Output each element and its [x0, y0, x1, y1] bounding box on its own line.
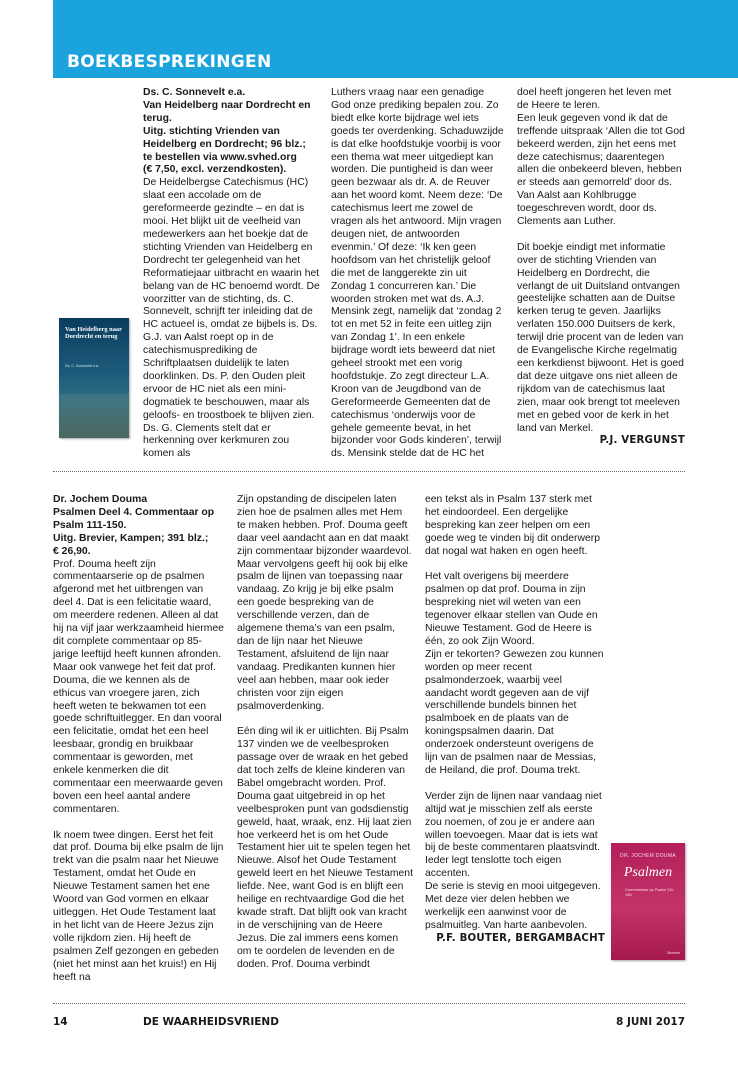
issue-date: 8 JUNI 2017	[616, 1016, 685, 1028]
book-cover-heidelberg	[59, 318, 129, 438]
section-title: BOEKBESPREKINGEN	[67, 52, 272, 72]
review2-column-2	[237, 494, 413, 972]
review2-body-col2-p2: Eén ding wil ik er uitlichten. Bij Psalm 137 vinden we de veelbesproken passage over de wraak en het gebed dat toch zelfs de kleine kinderen van Babel omgebracht worden. Prof. Douma gaat uitgebreid in op het veelbesproken punt van godsdienstig geweld, haat, wraak, enz. Hij laat zien hoe verkeerd het is om het Oude Testament hier uit te spelen tegen het Nieuwe. Alsof het Oude Testament geweld leert en het Nieuwe Testament liefde. Nee, want God is en blijft een heilige en rechtvaardige God die het kwade straft. Dat blijft ook van kracht in de verschijning van de Heere Jezus. Die zal immers eens komen om te oordelen de levenden en de doden. Prof. Douma verbindt	[237, 726, 413, 970]
review2-price: € 26,90.	[53, 545, 91, 557]
review2-body-col1-p1: Prof. Douma heeft zijn commentaarserie op de psalmen afgerond met het uitbrengen van deel 4. Dat is een felicitatie waard, om meerdere redenen. Alleen al dat hij na vijf jaar werkzaamheid hiermee dit complete commentaar op 85-jarige leeftijd heeft kunnen afronden. Maar ook vanwege het feit dat prof. Douma, die we kennen als de ethicus van vroegere jaren, zich heeft weten te bekwamen tot een goede schriftuitlegger. En dan vooral een felicitatie, omdat het een heel leesbaar, grondig en bruikbaar commentaar is geworden, met enkele kenmerken die dit commentaar een meerwaarde geven boven een heel aantal andere commentaren.	[53, 558, 224, 815]
review2-column-1	[53, 494, 225, 984]
cover2-subtitle: Commentaar op Psalm 111-150	[625, 887, 675, 897]
review1-publisher: Uitg. stichting Vrienden van Heidelberg en Dordrecht; 96 blz.;	[143, 125, 306, 150]
review2-body-col3-p2: Het valt overigens bij meerdere psalmen op dat prof. Douma in zijn bespreking niet wil weten van een tegenover elkaar stellen van Oude en Nieuwe Testament. God de Heere is één, zo ook Zijn Woord.	[425, 571, 598, 647]
review2-body-col3-p1: een tekst als in Psalm 137 sterk met het eindoordeel. Een dergelijke bespreking kan zeer helpen om een goede weg te vinden bij dit onderwerp dat nogal wat haken en ogen heeft.	[425, 494, 601, 557]
review2-body-col3-p5: De serie is stevig en mooi uitgegeven. Met deze vier delen hebben we werkelijk een aanwinst voor de psalmuitleg. Van harte aanbevolen.	[425, 881, 601, 931]
review2-body-col3-p4: Verder zijn de lijnen naar vandaag niet altijd wat je misschien zelf als eerste zou noemen, of zou je er andere aan willen toevoegen. Maar dat is iets wat bij de beste commentaren plaatsvindt. Ieder legt tenslotte toch eigen accenten.	[425, 790, 602, 880]
cover1-landscape	[59, 394, 129, 438]
review1-body-col3-p1: doel heeft jongeren het leven met de Heere te leren.	[517, 87, 672, 111]
cover1-title: Van Heidelberg naar Dordrecht en terug	[65, 326, 122, 341]
section-header	[53, 0, 738, 78]
review1-body-col3-p2: Een leuk gegeven vond ik dat de treffende uitspraak ‘Allen die tot God bekeerd werden, zijn het eens met deze catechismus; daarentegen allen die onbekeerd bleven, hebben er steeds aan gemorreld’ door ds. Van Aalst aan Kohlbrugge toegeschreven wordt, door ds. Clements aan Luther.	[517, 112, 685, 228]
review1-column-2	[331, 87, 504, 461]
review2-book-title: Psalmen Deel 4. Commentaar op Psalm 111-150.	[53, 506, 215, 531]
review1-body-col1: De Heidelbergse Catechismus (HC) slaat een accolade om de gereformeerde gezindte – en dat is mooi. Het blijkt uit de veelheid van medewerkers aan het boekje dat de stichting Vrienden van Heidelberg en Dordrecht ter gelegenheid van het Reformatiejaar uitbracht en waarin het belang van de HC benoemd wordt. De voorzitter van de stichting, ds. C. Sonnevelt, schrijft ter inleiding dat de HC actueel is, omdat ze bijbels is. Ds. G.J. van Aalst roept op in de catechismusprediking de Schriftplaatsen duidelijk te laten doorklinken. Ds. P. den Ouden pleit ervoor de HC niet als een mini-dogmatiek te beschouwen, maar als geloofs- en troostboek te blijven zien. Ds. G. Clements stelt dat er herkenning over kerkmuren zou komen als	[143, 177, 320, 460]
review2-heading	[53, 494, 225, 559]
review2-author: Dr. Jochem Douma	[53, 494, 148, 505]
book-cover-psalmen	[611, 843, 685, 960]
cover2-title: Psalmen	[623, 865, 673, 880]
footer-divider	[53, 1003, 685, 1004]
review2-signature: P.F. BOUTER, BERGAMBACHT	[436, 932, 605, 944]
section-divider	[53, 471, 685, 472]
page-number: 14	[53, 1016, 68, 1028]
review2-body-col3-p3: Zijn er tekorten? Gewezen zou kunnen worden op meer recent psalmonderzoek, waarbij veel aandacht wordt gegeven aan de vijf verschillende bundels binnen het psalmboek en de plaats van de koningspsalmen daarin. Dat onderzoek ondersteunt overigens de lijn van de psalmen naar de Messias, de Heiland, die prof. Douma trekt.	[425, 648, 604, 777]
review1-body-col3-p3: Dit boekje eindigt met informatie over de stichting Vrienden van Heidelberg en Dordrecht, die verlangt de uit Duitsland ontvangen geestelijke schatten aan de Duitse kerken terug te geven. Jaarlijks verlaten 150.000 Duitsers de kerk, terwijl drie procent van de leden van de Evangelische Kirche regelmatig een kerkdienst bijwoont. Het is goed dat deze uitgave ons niet alleen de rijkdom van de catechismus laat zien, maar ook brengt tot meeleven met en gebed voor de kerk in het land van Merkel.	[517, 241, 684, 434]
review2-column-3	[425, 494, 605, 946]
cover2-author: DR. JOCHEM DOUMA	[620, 853, 676, 859]
review1-signature: P.J. VERGUNST	[599, 435, 685, 447]
review1-price: (€ 7,50, excl. verzendkosten).	[143, 164, 287, 176]
review1-author: Ds. C. Sonnevelt e.a.	[143, 87, 246, 98]
cover1-subtitle: Ds. C. Sonnevelt e.a.	[65, 364, 99, 368]
review1-order-info: te bestellen via www.svhed.org	[143, 151, 297, 163]
review1-heading	[143, 87, 321, 177]
magazine-name: DE WAARHEIDSVRIEND	[143, 1016, 279, 1028]
cover2-publisher: Brevier	[667, 950, 680, 955]
review2-body-col1-p2: Ik noem twee dingen. Eerst het feit dat prof. Douma bij elke psalm de lijn trekt van die psalm naar het Nieuwe Testament, omdat het Oude en Nieuwe Testament samen het ene Woord van God vormen en elkaar uitleggen. Het Oude Testament laat in het licht van de Heere Jezus zijn volle rijkdom zien. Hij heeft de psalmen Zelf gezongen en gebeden (niet het minst aan het kruis!) en Hij heeft na	[53, 829, 224, 983]
review2-publisher: Uitg. Brevier, Kampen; 391 blz.;	[53, 532, 209, 544]
review1-book-title: Van Heidelberg naar Dordrecht en terug.	[143, 99, 311, 124]
review1-column-1	[143, 87, 321, 461]
review1-body-col2: Luthers vraag naar een genadige God onze prediking bepalen zou. Zo biedt elke korte bijdrage wel iets goeds ter overdenking. Schaduwzijde is dat elke hoofdstukje voorbij is voor een thema wat meer uitgediept kan worden. Die puntigheid is dan weer geen bezwaar als dr. A. de Reuver aan het woord komt. Neem deze: ‘De catechismus leert me zowel de vragen als het antwoord. Mijn vragen deugen niet, de antwoorden evenmin.’ Of deze: ‘Ik ken geen hoofdsom van het christelijk geloof die met de langgerekte zin uit Zondag 1 concurreren kan.’ Die woorden stroken met wat ds. A.J. Mensink zegt, namelijk dat ‘zondag 2 tot en met 52 in feite een uitleg zijn van Zondag 1’. In een enkele bijdrage wordt iets beweerd dat niet geheel strookt met een vorig hoofdstukje. Zo zegt directeur L.A. Kroon van de Jeugdbond van de Gereformeerde Gemeenten dat de catechismus ‘onderwijs voor de gehele gemeente bevat, in het bijzonder voor Gods kinderen’, terwijl ds. Mensink stelde dat de HC het	[331, 87, 504, 460]
review1-column-3	[517, 87, 685, 448]
review2-body-col2-p1: Zijn opstanding de discipelen laten zien hoe de psalmen alles met Hem te maken hebben. Prof. Douma geeft daar veel aandacht aan en dat maakt zijn commentaar bijzonder waardevol. Maar vervolgens geeft hij ook bij elke psalm de lijnen van toepassing naar vandaag. Zo krijg je bij elke psalm een goede bespreking van de verschillende verzen, dan de algemene thema’s van een psalm, dan de lijn naar het Nieuwe Testament, afsluitend de lijn naar vandaag. Predikanten kunnen hier veel aan hebben, maar ook ieder christen voor zijn eigen psalmoverdenking.	[237, 494, 412, 712]
